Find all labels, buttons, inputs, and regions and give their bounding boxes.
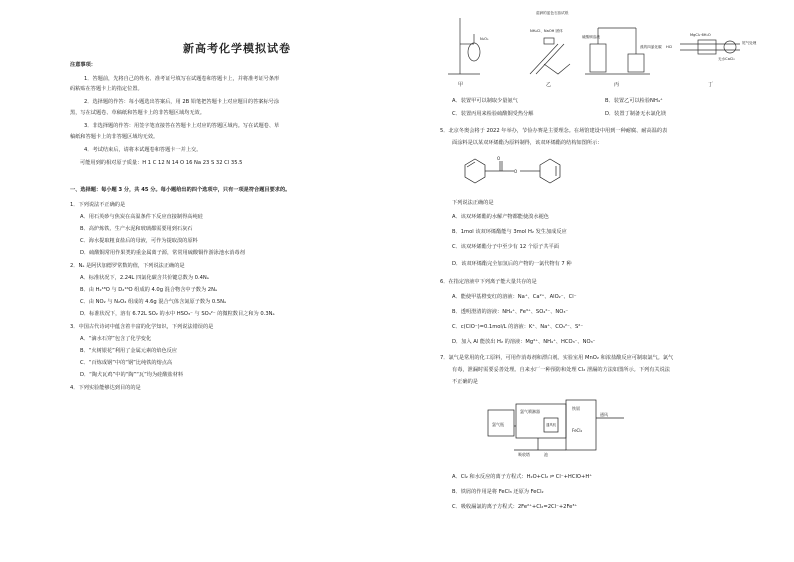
- svg-text:O: O: [497, 156, 501, 161]
- notice-heading: 注意事项：: [70, 62, 96, 68]
- figure-label: 通风: [600, 412, 608, 417]
- q7-option: B．铁屑的作用是将 FeCl₃ 还原为 FeCl₂: [452, 489, 544, 495]
- notice-item: 1．答题前，先将自己的姓名、准考证号填写在试题卷和答题卡上，并将准考证号条形: [84, 76, 280, 82]
- figure-label: 池: [544, 452, 548, 457]
- q4-option: D．装置丁制备无水氯化镁: [605, 111, 667, 117]
- q4-option: C．装置丙用来检验硫酸铜受热分解: [452, 111, 534, 117]
- q5-option: D．该双环烯酯完全加氢后的产物的一氯代物有 7 种: [452, 261, 572, 267]
- apparatus-annotation: 溴的四氯化碳: [640, 45, 662, 49]
- q1-option: D．硫酸铜常用作果类的重金属离子源，常常用硫酸铜作游泳池水消毒剂: [80, 250, 245, 256]
- q5-option: B．1mol 该双环烯酯能与 3mol H₂ 发生加成反应: [452, 229, 567, 235]
- q4-option: B．装置乙可以检验NH₄⁺: [605, 98, 663, 104]
- q3-option: A．“滴水石穿”包含了化学变化: [80, 336, 152, 342]
- q6-option: B．透明澄清的溶液：NH₄⁺、Fe³⁺、SO₄²⁻、NO₃⁻: [452, 309, 569, 315]
- q6-option: A．能使甲基橙变红的溶液：Na⁺、Ca²⁺、AlO₂⁻、Cl⁻: [452, 294, 577, 300]
- q3-option: C．“百炼成钢”中的“钢”比纯铁的熔点高: [80, 360, 173, 366]
- structure-figure: [450, 155, 600, 195]
- notice-item: 4．考试结束后，请将本试题卷和答题卡一并上交。: [84, 147, 202, 153]
- q5-stem: 面涂料是以某双环烯酯为原料制得，该双环烯酯的结构如图所示：: [452, 140, 603, 146]
- q5-stem: 5．北京冬奥会将于 2022 年举办，节俭办赛是主要理念。在场馆建设中用到一种耐腐、耐高温的表: [440, 128, 668, 134]
- q2-option: A．标准状况下，2.24L 四氯化碳含共价键总数为 0.4Nₐ: [80, 275, 209, 281]
- apparatus-annotation: 硫酸铜溶液: [582, 35, 600, 39]
- q4-stem: 4．下列实验能够达到目的的是: [70, 385, 141, 391]
- q1-option: B．高炉炼铁、生产水泥和玻璃都需要用到石灰石: [80, 226, 193, 232]
- notice-item: 黑，写在试题卷、草稿纸和答题卡上的非答题区域均无效。: [70, 110, 205, 116]
- q5-sub: 下列说法正确的是: [452, 200, 494, 206]
- notice-item: 3．非选择题的作答：用签字笔直接答在答题卡上对应的答题区域内。写在试题卷、草: [84, 123, 280, 129]
- apparatus-annotation: 无水CaCl₂: [718, 57, 735, 61]
- apparatus-annotation: MgCl₂·6H₂O: [690, 33, 711, 37]
- q6-option: D．加入 Al 能放出 H₂ 的溶液：Mg²⁺、NH₄⁺、HCO₃⁻、NO₃⁻: [452, 339, 596, 345]
- q4-option: A．装置甲可以制取少量氨气: [452, 98, 518, 104]
- notice-item: 2．选择题的作答：每小题选出答案后，用 2B 铅笔把答题卡上对应题目的答案标号涂: [84, 99, 280, 105]
- figure-label: FeCl₂: [572, 428, 583, 433]
- atomic-masses: 可能用到的相对原子质量：H 1 C 12 N 14 O 16 Na 23 S 32 Cl 35.5: [80, 160, 243, 166]
- q7-option: A．Cl₂ 和水反应的离子方程式：H₂O+Cl₂ ⇌ Cl⁻+HClO+H⁺: [452, 474, 592, 480]
- q3-stem: 3．中国古代诗词中蕴含着丰富的化学知识，下列说法错误的是: [70, 324, 214, 330]
- apparatus-label: 甲: [458, 82, 464, 88]
- apparatus-annotation: HCl: [666, 45, 673, 49]
- q3-option: D．“陶犬瓦鸡”中的“陶”“瓦”均为硅酸盐材料: [80, 372, 184, 378]
- q2-stem: 2．Nₐ 是阿伏加德罗常数的值，下列说法正确的是: [70, 263, 185, 269]
- exam-title: 新高考化学模拟试卷: [183, 42, 291, 55]
- apparatus-label: 乙: [546, 82, 552, 88]
- figure-label: 氯气喷淋器: [520, 409, 540, 414]
- notice-item: 稿纸和答题卡上的非答题区域均无效。: [70, 134, 159, 140]
- q1-option: A．用石英砂与焦炭在高温条件下反应直接制得高纯硅: [80, 214, 203, 220]
- q1-stem: 1．下列说法不正确的是: [70, 202, 126, 208]
- svg-text:O: O: [514, 169, 518, 174]
- apparatus-label: 丙: [614, 82, 620, 88]
- q6-option: C．c(ClO⁻)=0.1mol/L 的溶液：K⁺、Na⁺、CO₃²⁻、S²⁻: [452, 324, 584, 330]
- apparatus-annotation: N₂O₅: [480, 37, 489, 41]
- figure-label: 通风机: [546, 423, 557, 427]
- q7-stem: 不正确的是: [452, 379, 478, 385]
- q7-stem: 有毒，泄漏时需要妥善处理。自来水厂一种预防和处理 Cl₂ 泄漏的方法如图所示。下列有关说法: [452, 367, 670, 373]
- apparatus-annotation: 湿润的蓝色石蕊试纸: [536, 11, 569, 15]
- apparatus-annotation: NH₄Cl、NaOH 固体: [530, 29, 563, 33]
- q7-option: C．吸收漏氯的离子方程式：2Fe²⁺+Cl₂=2Cl⁻+2Fe³⁺: [452, 504, 578, 510]
- apparatus-annotation: 尾气处理: [742, 41, 757, 45]
- q7-stem: 7．氯气是常用的化工原料，可用作消毒剂和漂白剂。实验室用 MnO₂ 和浓盐酸反应可制取氯气。氯气: [440, 355, 674, 361]
- apparatus-label: 丁: [708, 82, 714, 88]
- q5-option: A．该双环烯酯的水解产物都能使溴水褪色: [452, 214, 549, 220]
- q1-option: C．海水提取粗食盐后的母液，可作为提取溴的原料: [80, 238, 198, 244]
- q2-option: B．由 H₂¹⁸O 与 D₂¹⁶O 组成的 4.0g 混合物含中子数为 2Nₐ: [80, 287, 218, 293]
- section-heading: 一、选择题：每小题 3 分，共 45 分。每小题给出的四个选项中，只有一项是符合题目要求的。: [70, 187, 291, 193]
- figure-label: 氯气瓶: [492, 422, 504, 427]
- q5-option: C．该双环烯酯分子中至少有 12 个原子共平面: [452, 244, 559, 250]
- notice-item: 码粘贴在答题卡上的指定位置。: [70, 86, 143, 92]
- figure-label: 铁屑: [572, 406, 580, 411]
- figure-label: 吸收塔: [518, 452, 530, 457]
- apparatus-figure: [440, 4, 770, 90]
- chlorine-figure: [484, 396, 634, 462]
- q3-option: B．“火树银花”利用了金属元素的焰色反应: [80, 348, 178, 354]
- q2-option: D．标准状况下，溶有 6.72L SO₂ 的水中 HSO₃⁻ 与 SO₃²⁻ 的微粒数目之和为 0.3Nₐ: [80, 311, 275, 317]
- q2-option: C．由 NO₂ 与 N₂O₄ 组成的 4.6g 混合气体含氮原子数为 0.5Nₐ: [80, 299, 227, 305]
- q6-stem: 6．在指定溶液中下列离子能大量共存的是: [440, 279, 537, 285]
